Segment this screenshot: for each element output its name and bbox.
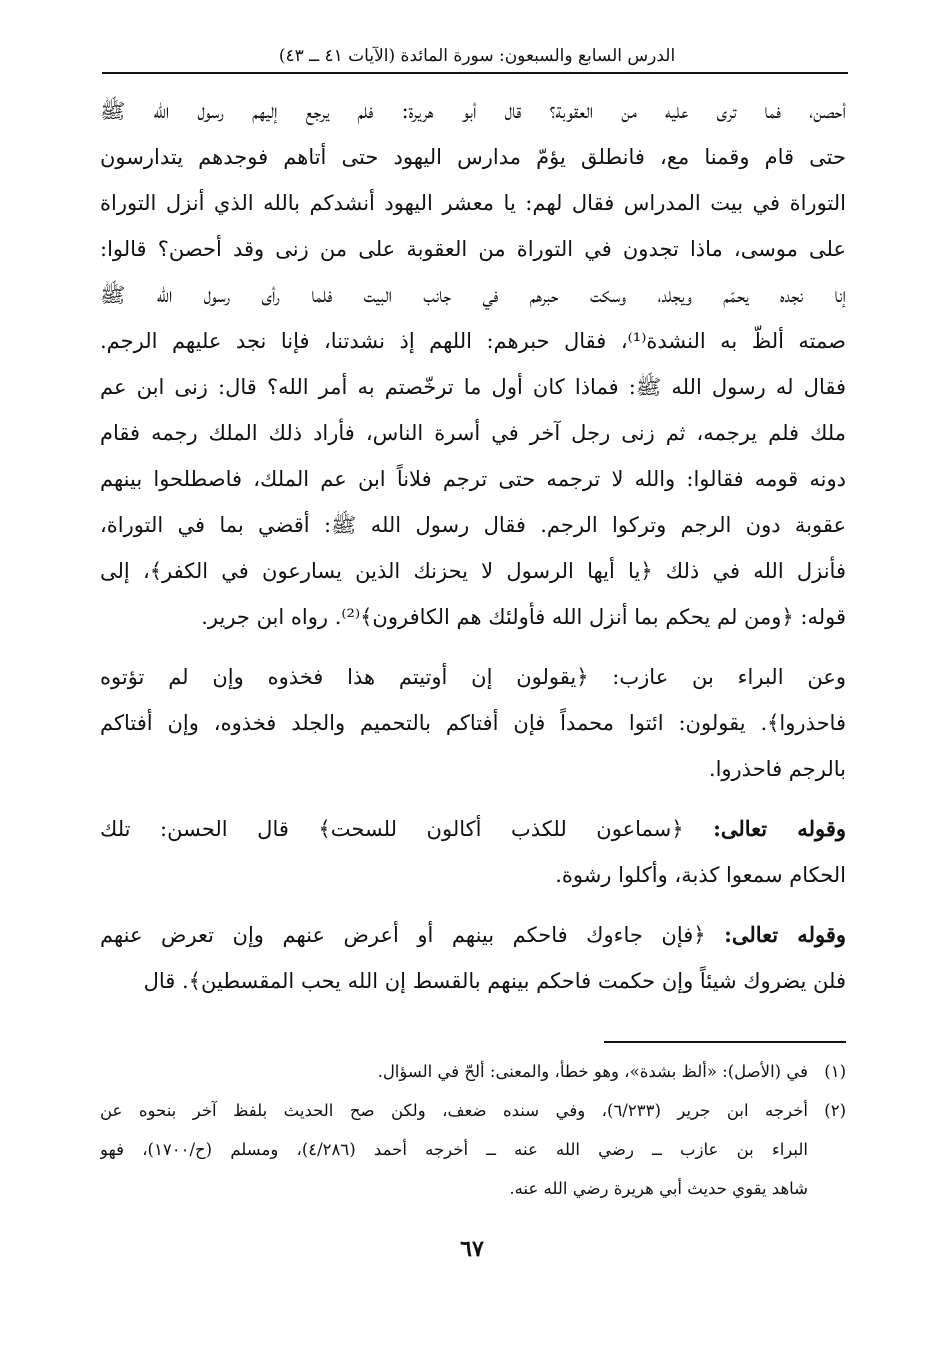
- page-number: ٦٧: [460, 1236, 484, 1262]
- paragraph-1: [100, 88, 846, 640]
- running-header: الدرس السابع والسبعون: سورة المائدة (الآيات ٤١ ــ ٤٣): [278, 46, 676, 66]
- text-line: فقال له رسول الله ﷺ: فماذا كان أول ما ترخّصتم به أمر الله؟ قال: زنى ابن عم: [100, 375, 846, 399]
- footnote-text: في (الأصل): «ألظ بشدة»، وهو خطأ، والمعنى: ألحّ في السؤال.: [377, 1062, 808, 1081]
- text-line: التوراة في بيت المدراس فقال لهم: يا معشر اليهود أنشدكم بالله الذي أنزل التوراة: [100, 191, 846, 215]
- text-line: حتى قام وقمنا مع، فانطلق يؤمّ مدارس اليهود حتى أتاهم فوجدهم يتدارسون: [100, 145, 846, 169]
- text-line: ملك فلم يرجمه، ثم زنى رجل آخر في أسرة الناس، فأراد ذلك الملك رجمه فقام: [100, 421, 846, 445]
- paragraph-2: [100, 654, 846, 792]
- paragraph-lead: وقوله تعالى:: [724, 922, 846, 947]
- text-run: ﴿سماعون للكذب أكالون للسحت﴾ قال الحسن: تلك: [100, 817, 714, 841]
- footnote-text: شاهد يقوي حديث أبي هريرة رضي الله عنه.: [509, 1179, 808, 1198]
- text-line: فاحذروا﴾. يقولون: ائتوا محمداً فإن أفتاكم بالتحميم والجلد فخذوه، وإن أفتاكم: [100, 711, 846, 735]
- footnote-text: أخرجه ابن جرير (٦/٢٣٣)، وفي سنده ضعف، ولكن صح الحديث بلفظ آخر بنحوه عن: [100, 1101, 808, 1120]
- text-line: وعن البراء بن عازب: ﴿يقولون إن أوتيتم هذا فخذوه وإن لم تؤتوه: [100, 665, 846, 689]
- text-line: إنا نجده يحمّم ويجلد، وسكت حبرهم في جانب البيت فلما رأى رسول الله ﷺ: [100, 283, 846, 307]
- text-line: دونه قومه فقالوا: والله لا ترجمه حتى ترجم فلاناً ابن عم الملك، فاصطلحوا بينهم: [100, 467, 846, 491]
- text-line: فلن يضروك شيئاً وإن حكمت فاحكم بينهم بالقسط إن الله يحب المقسطين﴾. قال: [143, 969, 846, 993]
- text-line: فأنزل الله في ذلك ﴿يا أيها الرسول لا يحزنك الذين يسارعون في الكفر﴾، إلى: [100, 559, 846, 583]
- text-line: عقوبة دون الرجم وتركوا الرجم. فقال رسول الله ﷺ: أقضي بما في التوراة،: [100, 513, 846, 537]
- footnote-1: [100, 1052, 846, 1091]
- text-line: أحصن، فما ترى عليه من العقوبة؟ قال أبو هريرة: فلم يرجع إليهم رسول الله ﷺ: [100, 99, 846, 123]
- text-line: بالرجم فاحذروا.: [708, 757, 846, 781]
- footnote-number: (٢): [824, 1101, 846, 1120]
- footnotes: [100, 1052, 846, 1208]
- footnote-rule: [604, 1041, 846, 1043]
- text-line: على موسى، ماذا تجدون في التوراة من العقوبة على من زنى وقد أحصن؟ قالوا:: [100, 237, 846, 261]
- text-line: قوله: ﴿ومن لم يحكم بما أنزل الله فأولئك هم الكافرون﴾⁽²⁾. رواه ابن جرير.: [201, 605, 846, 629]
- footnote-text: البراء بن عازب ــ رضي الله عنه ــ أخرجه أحمد (٤/٢٨٦)، ومسلم (ح/١٧٠٠)، فهو: [100, 1140, 808, 1159]
- text-line: [100, 912, 846, 958]
- header-rule: [102, 72, 848, 74]
- text-line: [100, 806, 846, 852]
- footnote-2: [100, 1091, 846, 1130]
- text-line: صمته ألظّ به النشدة⁽¹⁾، فقال حبرهم: اللهم إذ نشدتنا، فإنا نجد عليهم الرجم.: [100, 329, 846, 353]
- text-line: الحكام سمعوا كذبة، وأكلوا رشوة.: [555, 863, 846, 887]
- text-run: ﴿فإن جاءوك فاحكم بينهم أو أعرض عنهم وإن تعرض عنهم: [100, 923, 725, 947]
- paragraph-3: [100, 806, 846, 898]
- paragraph-lead: وقوله تعالى:: [713, 816, 846, 841]
- paragraph-4: [100, 912, 846, 1004]
- main-text: [100, 88, 846, 1004]
- footnote-number: (١): [824, 1062, 846, 1081]
